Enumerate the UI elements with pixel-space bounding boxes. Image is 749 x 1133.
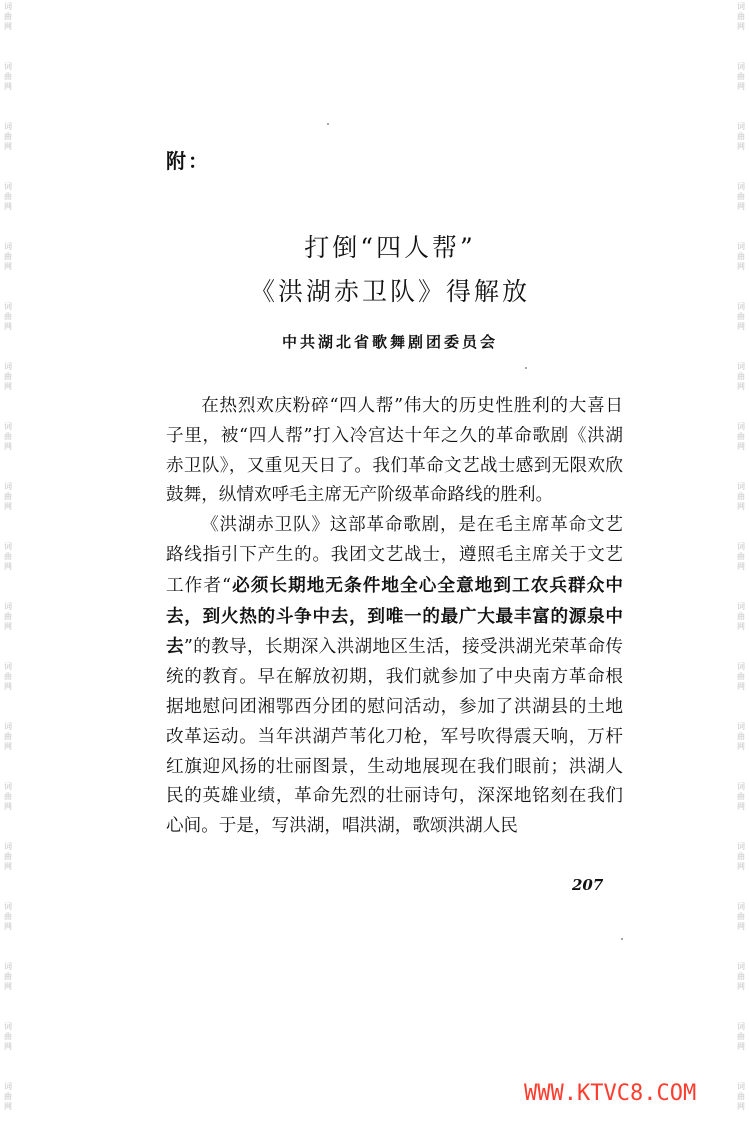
margin-watermark-unit (2, 2, 14, 32)
margin-watermark-unit (735, 182, 747, 212)
margin-watermark-unit (2, 722, 14, 752)
margin-watermark-unit (2, 482, 14, 512)
margin-watermark-char: 网 (737, 262, 745, 271)
margin-watermark-unit (2, 422, 14, 452)
margin-watermark-unit (735, 602, 747, 632)
margin-watermark-char: 网 (737, 1102, 745, 1111)
margin-watermark-char: 词 (737, 542, 745, 551)
margin-watermark-char: 曲 (4, 612, 12, 621)
margin-watermark-unit (735, 302, 747, 332)
margin-watermark-unit (735, 542, 747, 572)
margin-watermark-char: 词 (4, 1082, 12, 1091)
margin-watermark-char: 曲 (737, 372, 745, 381)
article-body (166, 392, 623, 842)
margin-watermark-char: 词 (737, 362, 745, 371)
margin-watermark-char: 曲 (737, 132, 745, 141)
margin-watermark-char: 词 (737, 122, 745, 131)
margin-watermark-unit (2, 962, 14, 992)
margin-watermark-char: 曲 (737, 252, 745, 261)
margin-watermark-unit (735, 842, 747, 872)
margin-watermark-char: 网 (737, 202, 745, 211)
margin-watermark-char: 曲 (4, 1032, 12, 1041)
margin-watermark-char: 词 (737, 722, 745, 731)
margin-watermark-char: 曲 (737, 1032, 745, 1041)
margin-watermark-char: 曲 (4, 672, 12, 681)
margin-watermark-char: 词 (737, 422, 745, 431)
scan-speck (621, 938, 623, 940)
margin-watermark-char: 曲 (4, 852, 12, 861)
margin-watermark-char: 网 (4, 442, 12, 451)
margin-watermark-char: 网 (4, 862, 12, 871)
margin-watermark-char: 曲 (4, 372, 12, 381)
article-title-line-1: 打倒“四人帮” (304, 233, 476, 262)
margin-watermark-char: 词 (4, 902, 12, 911)
margin-watermark-char: 网 (4, 802, 12, 811)
margin-watermark-char: 网 (737, 502, 745, 511)
margin-watermark-char: 网 (737, 442, 745, 451)
margin-watermark-char: 词 (737, 842, 745, 851)
margin-watermark-char: 网 (4, 982, 12, 991)
paragraph-1: 在热烈欢庆粉碎“四人帮”伟大的历史性胜利的大喜日子里，被“四人帮”打入冷宫达十年之久的革命歌剧《洪湖赤卫队》，又重见天日了。我们革命文艺战士感到无限欢欣鼓舞，纵情欢呼毛主席无产阶级革命路线的胜利。 (166, 396, 623, 506)
margin-watermark-unit (2, 362, 14, 392)
margin-watermark-char: 曲 (737, 1092, 745, 1101)
right-margin-watermark (733, 0, 749, 1133)
margin-watermark-char: 词 (4, 122, 12, 131)
paragraph-2-lead: 《洪湖赤卫队》这部革命歌剧，是在毛主席革命文艺路线指引下产生的。我团文艺战士，遵照毛主席关于文艺工作者“ (166, 515, 623, 596)
margin-watermark-char: 网 (4, 202, 12, 211)
margin-watermark-unit (735, 62, 747, 92)
paragraph-2 (166, 511, 623, 842)
margin-watermark-unit (2, 662, 14, 692)
margin-watermark-char: 网 (737, 802, 745, 811)
site-watermark: WWW.KTVC8.COM (524, 1081, 697, 1106)
margin-watermark-char: 词 (4, 722, 12, 731)
margin-watermark-char: 曲 (737, 672, 745, 681)
margin-watermark-unit (735, 662, 747, 692)
margin-watermark-char: 词 (737, 1022, 745, 1031)
page-number: 207 (572, 876, 604, 894)
margin-watermark-char: 网 (737, 22, 745, 31)
margin-watermark-unit (2, 242, 14, 272)
margin-watermark-char: 网 (4, 1042, 12, 1051)
margin-watermark-unit (2, 122, 14, 152)
margin-watermark-char: 曲 (4, 492, 12, 501)
margin-watermark-char: 网 (4, 922, 12, 931)
margin-watermark-unit (735, 362, 747, 392)
margin-watermark-char: 词 (737, 302, 745, 311)
margin-watermark-char: 词 (4, 362, 12, 371)
margin-watermark-char: 词 (4, 2, 12, 11)
margin-watermark-char: 词 (4, 842, 12, 851)
margin-watermark-char: 网 (737, 142, 745, 151)
margin-watermark-char: 网 (737, 982, 745, 991)
chairman-mao-quote: 必须长期地无条件地全心全意地到工农兵群众中去，到火热的斗争中去，到唯一的最广大最丰富的源泉中去 (166, 574, 623, 658)
margin-watermark-unit (735, 1022, 747, 1052)
margin-watermark-char: 词 (737, 602, 745, 611)
margin-watermark-unit (735, 482, 747, 512)
margin-watermark-char: 曲 (4, 192, 12, 201)
margin-watermark-unit (2, 1082, 14, 1112)
margin-watermark-char: 曲 (737, 852, 745, 861)
margin-watermark-char: 网 (4, 682, 12, 691)
margin-watermark-char: 曲 (737, 912, 745, 921)
margin-watermark-unit (2, 542, 14, 572)
margin-watermark-char: 曲 (737, 792, 745, 801)
margin-watermark-unit (735, 122, 747, 152)
margin-watermark-char: 曲 (4, 792, 12, 801)
margin-watermark-char: 曲 (737, 72, 745, 81)
margin-watermark-unit (735, 902, 747, 932)
margin-watermark-unit (2, 302, 14, 332)
margin-watermark-char: 词 (4, 422, 12, 431)
margin-watermark-char: 词 (4, 1022, 12, 1031)
margin-watermark-unit (2, 1022, 14, 1052)
margin-watermark-char: 曲 (737, 312, 745, 321)
appendix-label: 附： (166, 149, 210, 173)
margin-watermark-char: 曲 (4, 732, 12, 741)
margin-watermark-char: 词 (737, 482, 745, 491)
margin-watermark-char: 网 (4, 562, 12, 571)
margin-watermark-char: 网 (4, 622, 12, 631)
margin-watermark-char: 词 (4, 962, 12, 971)
margin-watermark-char: 曲 (737, 972, 745, 981)
margin-watermark-unit (735, 242, 747, 272)
margin-watermark-char: 词 (737, 2, 745, 11)
margin-watermark-char: 曲 (737, 432, 745, 441)
scan-speck (525, 367, 527, 369)
left-margin-watermark (0, 0, 16, 1133)
margin-watermark-char: 词 (4, 662, 12, 671)
margin-watermark-char: 网 (737, 682, 745, 691)
margin-watermark-char: 网 (737, 622, 745, 631)
margin-watermark-char: 网 (737, 382, 745, 391)
margin-watermark-char: 词 (737, 662, 745, 671)
margin-watermark-char: 网 (4, 1102, 12, 1111)
margin-watermark-unit (2, 182, 14, 212)
margin-watermark-unit (2, 842, 14, 872)
margin-watermark-unit (735, 722, 747, 752)
margin-watermark-char: 词 (737, 182, 745, 191)
margin-watermark-char: 曲 (737, 612, 745, 621)
margin-watermark-char: 曲 (737, 552, 745, 561)
margin-watermark-char: 词 (4, 182, 12, 191)
scan-speck (327, 123, 329, 125)
margin-watermark-unit (735, 1082, 747, 1112)
margin-watermark-char: 网 (4, 382, 12, 391)
margin-watermark-char: 曲 (4, 252, 12, 261)
margin-watermark-unit (2, 902, 14, 932)
margin-watermark-char: 词 (737, 242, 745, 251)
margin-watermark-char: 词 (4, 62, 12, 71)
margin-watermark-char: 曲 (737, 12, 745, 21)
margin-watermark-char: 曲 (4, 432, 12, 441)
margin-watermark-char: 曲 (4, 72, 12, 81)
margin-watermark-char: 词 (4, 602, 12, 611)
margin-watermark-char: 曲 (737, 492, 745, 501)
margin-watermark-char: 曲 (737, 192, 745, 201)
margin-watermark-unit (2, 62, 14, 92)
margin-watermark-unit (735, 962, 747, 992)
margin-watermark-char: 网 (737, 322, 745, 331)
margin-watermark-char: 网 (737, 922, 745, 931)
margin-watermark-char: 词 (737, 902, 745, 911)
margin-watermark-char: 词 (737, 1082, 745, 1091)
margin-watermark-char: 曲 (4, 552, 12, 561)
margin-watermark-char: 网 (737, 1042, 745, 1051)
margin-watermark-char: 词 (4, 242, 12, 251)
margin-watermark-char: 网 (4, 142, 12, 151)
margin-watermark-char: 网 (4, 742, 12, 751)
margin-watermark-unit (2, 782, 14, 812)
margin-watermark-char: 词 (4, 782, 12, 791)
margin-watermark-char: 词 (737, 62, 745, 71)
margin-watermark-unit (735, 422, 747, 452)
margin-watermark-char: 词 (4, 482, 12, 491)
margin-watermark-char: 网 (737, 562, 745, 571)
margin-watermark-char: 网 (737, 742, 745, 751)
margin-watermark-char: 网 (737, 862, 745, 871)
article-author: 中共湖北省歌舞剧团委员会 (281, 333, 498, 351)
margin-watermark-char: 曲 (4, 132, 12, 141)
margin-watermark-char: 词 (737, 782, 745, 791)
margin-watermark-char: 网 (737, 82, 745, 91)
margin-watermark-unit (735, 782, 747, 812)
margin-watermark-char: 曲 (4, 972, 12, 981)
margin-watermark-char: 曲 (4, 1092, 12, 1101)
margin-watermark-char: 网 (4, 502, 12, 511)
margin-watermark-char: 曲 (4, 12, 12, 21)
margin-watermark-char: 词 (4, 542, 12, 551)
margin-watermark-char: 词 (737, 962, 745, 971)
margin-watermark-char: 曲 (4, 312, 12, 321)
paragraph-2-tail: ”的教导，长期深入洪湖地区生活，接受洪湖光荣革命传统的教育。早在解放初期，我们就参加了中央南方革命根据地慰问团湘鄂西分团的慰问活动，参加了洪湖县的土地改革运动。当年洪湖芦苇化刀枪，军号吹得震天响，万杆红旗迎风扬的壮丽图景，生动地展现在我们眼前；洪湖人民的英雄业绩，革命先烈的壮丽诗句，深深地铭刻在我们心间。于是，写洪湖，唱洪湖，歌颂洪湖人民 (166, 637, 623, 837)
margin-watermark-unit (2, 602, 14, 632)
margin-watermark-char: 网 (4, 82, 12, 91)
margin-watermark-char: 网 (4, 322, 12, 331)
margin-watermark-char: 曲 (737, 732, 745, 741)
margin-watermark-unit (735, 2, 747, 32)
article-title-line-2: 《洪湖赤卫队》得解放 (249, 277, 530, 306)
margin-watermark-char: 词 (4, 302, 12, 311)
margin-watermark-char: 网 (4, 22, 12, 31)
margin-watermark-char: 曲 (4, 912, 12, 921)
margin-watermark-char: 网 (4, 262, 12, 271)
